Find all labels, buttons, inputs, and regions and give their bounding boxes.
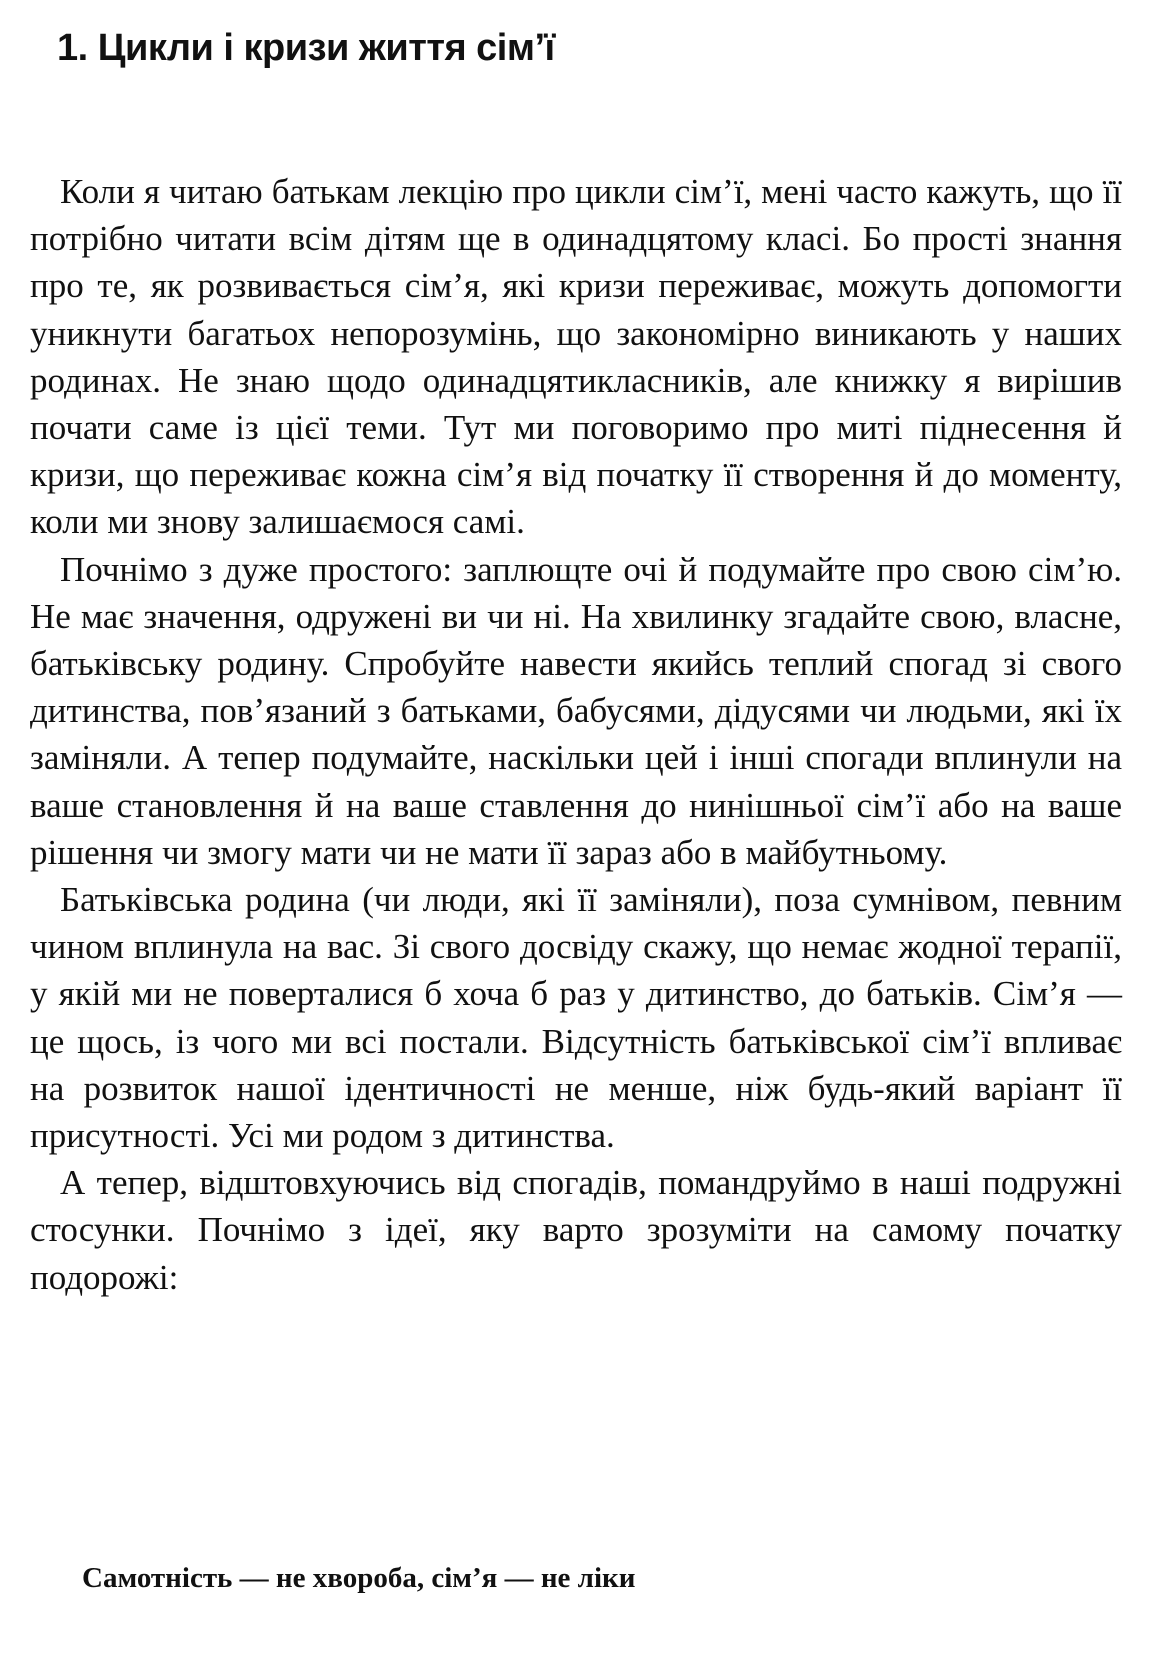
chapter-title: 1. Цикли і кризи життя сім’ї: [57, 27, 555, 69]
paragraph: А тепер, відштовхуючись від спогадів, помандруймо в наші подружні стосунки. Почнімо з ідеї, яку варто зрозуміти на самому початку подорожі:: [30, 1163, 1122, 1297]
paragraph: Батьківська родина (чи люди, які її заміняли), поза сумнівом, певним чином вплинула на вас. Зі свого досвіду скажу, що немає жодної терапії, у якій ми не поверталися б хоча б раз у дитинство, до батьків. Сім’я — це щось, із чого ми всі постали. Відсутність батьківської сім’ї впливає на розвиток нашої ідентичності не менше, ніж будь-який варіант її присутності. Усі ми родом з дитинства.: [30, 880, 1122, 1156]
section-subheading: Самотність — не хвороба, сім’я — не ліки: [82, 1562, 636, 1594]
chapter-body: [30, 168, 1122, 1301]
paragraph: Почнімо з дуже простого: заплющте очі й подумайте про свою сім’ю. Не має значення, одружені ви чи ні. На хвилинку згадайте свою, власне, батьківську родину. Спробуйте навести якийсь теплий спогад зі свого дитинства, пов’язаний з батьками, бабусями, дідусями чи людьми, які їх заміняли. А тепер подумайте, наскільки цей і інші спогади вплинули на ваше становлення й на ваше ставлення до нинішньої сім’ї або на ваше рішення чи змогу мати чи не мати її зараз або в майбутньому.: [30, 549, 1122, 872]
paragraph: Коли я читаю батькам лекцію про цикли сім’ї, мені часто кажуть, що її потрібно читати всім дітям ще в одинадцятому класі. Бо прості знання про те, як розвивається сім’я, які кризи переживає, можуть допомогти уникнути багатьох непорозумінь, що закономірно виникають у наших родинах. Не знаю щодо одинадцятикласників, але книжку я вирішив почати саме із цієї теми. Тут ми поговоримо про миті піднесення й кризи, що переживає кожна сім’я від початку її створення й до моменту, коли ми знову залишаємося самі.: [30, 172, 1122, 542]
